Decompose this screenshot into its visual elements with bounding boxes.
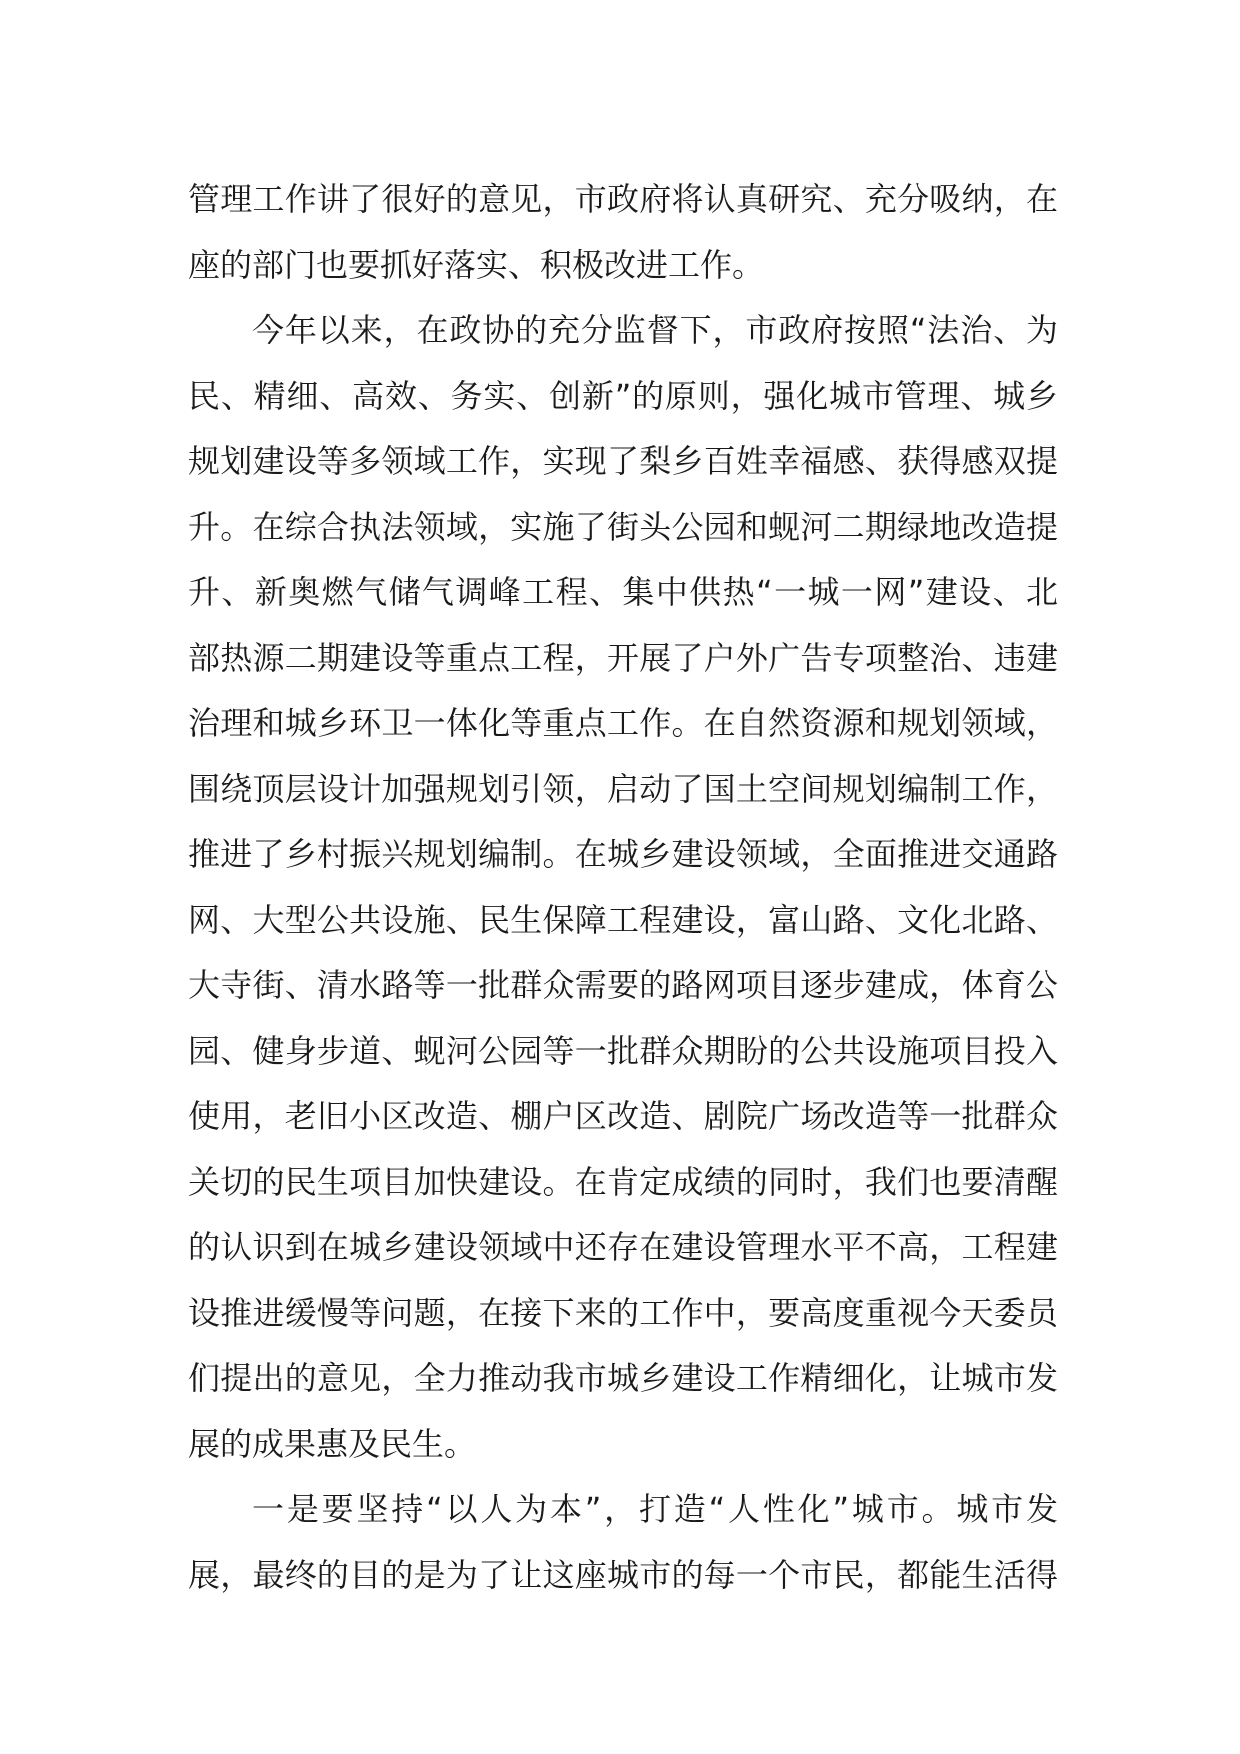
text-line: 部热源二期建设等重点工程，开展了户外广告专项整治、违建 xyxy=(188,638,1058,677)
text-line: 关切的民生项目加快建设。在肯定成绩的同时，我们也要清醒 xyxy=(188,1162,1058,1201)
body-text xyxy=(188,167,1058,1608)
text-line: 民、精细、高效、务实、创新”的原则，强化城市管理、城乡 xyxy=(188,376,1058,415)
text-line: 围绕顶层设计加强规划引领，启动了国土空间规划编制工作， xyxy=(188,769,1058,808)
text-line: 升、新奥燃气储气调峰工程、集中供热“一城一网”建设、北 xyxy=(188,573,1058,611)
text-line: 管理工作讲了很好的意见，市政府将认真研究、充分吸纳，在 xyxy=(188,180,1058,218)
text-line: 推进了乡村振兴规划编制。在城乡建设领域，全面推进交通路 xyxy=(188,835,1058,873)
paragraph-first-line: 今年以来，在政协的充分监督下，市政府按照“法治、为 xyxy=(252,311,1058,349)
text-line: 大寺街、清水路等一批群众需要的路网项目逐步建成，体育公 xyxy=(188,966,1058,1004)
text-line: 的认识到在城乡建设领域中还存在建设管理水平不高，工程建 xyxy=(188,1228,1058,1266)
text-line: 网、大型公共设施、民生保障工程建设，富山路、文化北路、 xyxy=(188,900,1058,939)
text-line: 们提出的意见，全力推动我市城乡建设工作精细化，让城市发 xyxy=(188,1359,1058,1397)
text-line: 座的部门也要抓好落实、积极改进工作。 xyxy=(188,245,765,284)
text-line: 设推进缓慢等问题，在接下来的工作中，要高度重视今天委员 xyxy=(188,1293,1058,1332)
text-line: 展，最终的目的是为了让这座城市的每一个市民，都能生活得 xyxy=(188,1555,1058,1594)
paragraph-first-line: 一是要坚持“以人为本”，打造“人性化”城市。城市发 xyxy=(252,1490,1058,1528)
text-line: 升。在综合执法领域，实施了街头公园和蚬河二期绿地改造提 xyxy=(188,507,1058,546)
text-line: 园、健身步道、蚬河公园等一批群众期盼的公共设施项目投入 xyxy=(188,1031,1058,1070)
text-line: 展的成果惠及民生。 xyxy=(188,1424,477,1463)
text-line: 使用，老旧小区改造、棚户区改造、剧院广场改造等一批群众 xyxy=(188,1097,1058,1135)
text-line: 治理和城乡环卫一体化等重点工作。在自然资源和规划领域， xyxy=(188,704,1058,742)
text-line: 规划建设等多领域工作，实现了梨乡百姓幸福感、获得感双提 xyxy=(188,442,1058,480)
